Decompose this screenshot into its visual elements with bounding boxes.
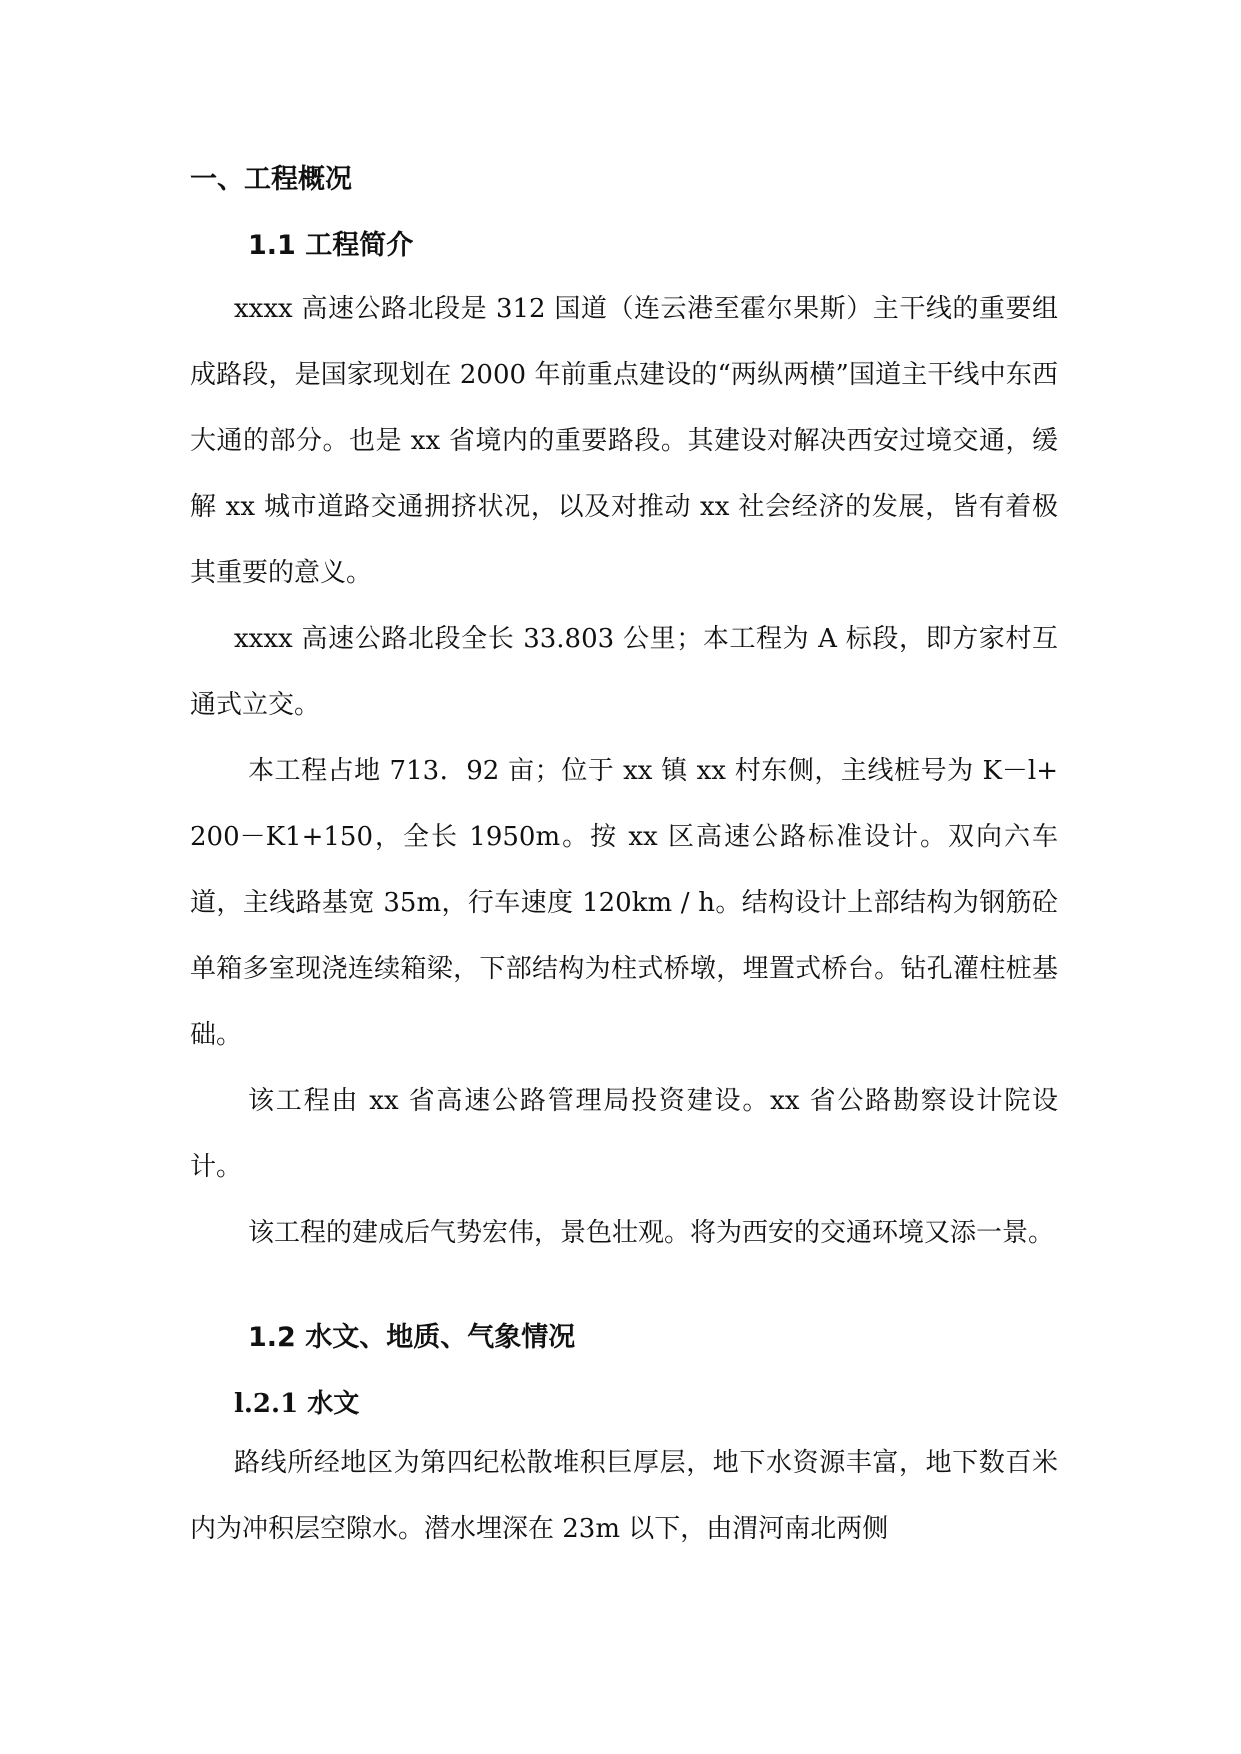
paragraph-site-details: 本工程占地 713．92 亩；位于 xx 镇 xx 村东侧，主线桩号为 K－l+200－K1+150，全长 1950m。按 xx 区高速公路标准设计。双向六车道，主线路基宽 35m，行车速度 120km / h。结构设计上部结构为钢筋砼单箱多室现浇连续箱梁，下部结构为柱式桥墩，埋置式桥台。钻孔灌柱桩基础。 (190, 756, 1058, 1050)
paragraph-length: xxxx 高速公路北段全长 33.803 公里；本工程为 A 标段，即方家村互通式立交。 (190, 624, 1058, 720)
paragraph-project-overview: xxxx 高速公路北段是 312 国道（连云港至霍尔果斯）主干线的重要组成路段，是国家现划在 2000 年前重点建设的“两纵两横”国道主干线中东西大通的部分。也是 xx 省境内的重要路段。其建设对解决西安过境交通，缓解 xx 城市道路交通拥挤状况，以及对推动 xx 社会经济的发展，皆有着极其重要的意义。 (190, 294, 1058, 588)
chapter-heading: 一、工程概况 (190, 164, 352, 195)
paragraph-hydrology: 路线所经地区为第四纪松散堆积巨厚层，地下水资源丰富，地下数百米内为冲积层空隙水。潜水埋深在 23m 以下，由渭河南北两侧 (190, 1448, 1058, 1544)
paragraph-outlook: 该工程的建成后气势宏伟，景色壮观。将为西安的交通环境又添一景。 (248, 1218, 1055, 1248)
paragraph-investment: 该工程由 xx 省高速公路管理局投资建设。xx 省公路勘察设计院设计。 (190, 1086, 1058, 1182)
section-title-1-2: 1.2 水文、地质、气象情况 (248, 1322, 576, 1353)
section-title-1-1: 1.1 工程简介 (248, 230, 414, 261)
subsection-title-hydrology: l.2.1 水文 (234, 1389, 360, 1419)
